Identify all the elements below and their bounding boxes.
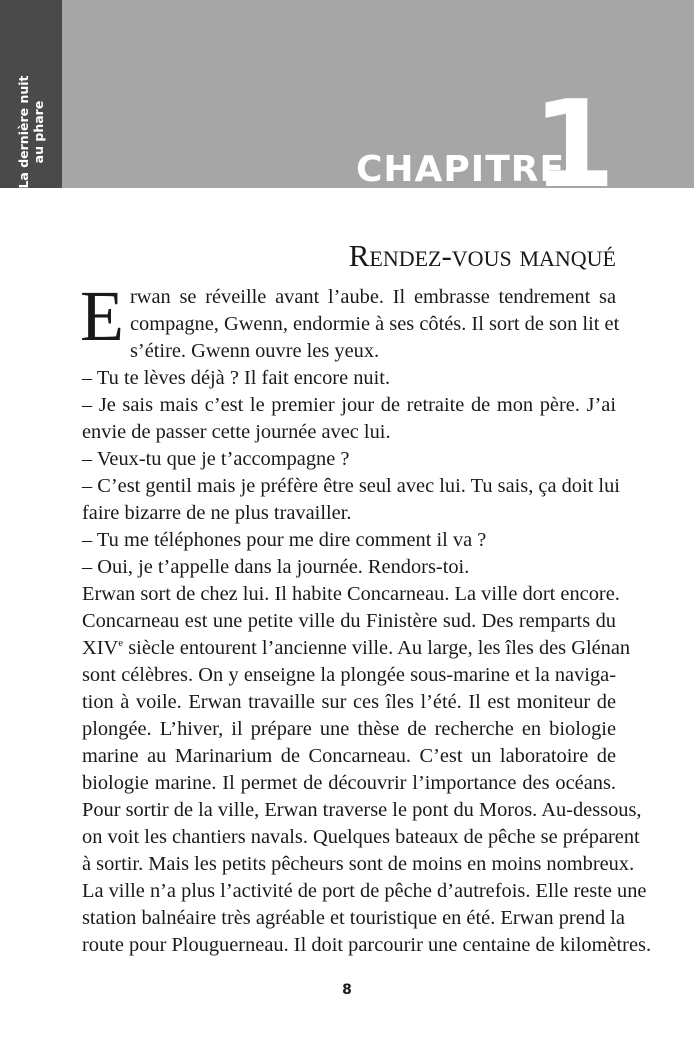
chapter-number: 1 — [532, 76, 616, 215]
text-line: plongée. L’hiver, il prépare une thèse de recherche en biologie — [82, 718, 616, 740]
book-title — [16, 72, 46, 192]
book-title-line-2: au phare — [31, 100, 46, 164]
text-line: Pour sortir de la ville, Erwan traverse le pont du Moros. Au-dessous, — [82, 799, 642, 821]
text-line: Concarneau est une petite ville du Finistère sud. Des remparts du — [82, 610, 616, 632]
book-title-tab — [0, 0, 62, 188]
text-line: sont célèbres. On y enseigne la plongée sous-marine et la naviga- — [82, 664, 616, 686]
roman-numeral: XIVe — [82, 637, 124, 659]
text-line: faire bizarre de ne plus travailler. — [82, 502, 352, 524]
text-line: on voit les chantiers navals. Quelques bateaux de pêche se préparent — [82, 826, 640, 848]
chapter-header-band — [0, 0, 694, 215]
text-line: marine au Marinarium de Concarneau. C’est un laboratoire de — [82, 745, 616, 767]
chapter-label: CHAPITRE — [356, 149, 566, 190]
text-line — [82, 635, 631, 662]
text-line: rwan se réveille avant l’aube. Il embrasse tendrement sa — [129, 286, 616, 308]
text-line: Erwan sort de chez lui. Il habite Concarneau. La ville dort encore. — [82, 583, 620, 605]
text-line-rest: siècle entourent l’ancienne ville. Au large, les îles des Glénan — [128, 637, 631, 659]
text-line: – Veux-tu que je t’accompagne ? — [82, 448, 350, 470]
text-line: à sortir. Mais les petits pêcheurs sont de moins en moins nombreux. — [82, 853, 635, 875]
text-line: tion à voile. Erwan travaille sur ces îles l’été. Il est moniteur de — [82, 691, 616, 713]
text-line: La ville n’a plus l’activité de port de pêche d’autrefois. Elle reste une — [82, 880, 647, 902]
chapter-title: Rendez-vous manqué — [348, 238, 616, 273]
superscript-e: e — [118, 637, 124, 650]
text-line: s’étire. Gwenn ouvre les yeux. — [129, 340, 380, 362]
text-line: route pour Plouguerneau. Il doit parcourir une centaine de kilomètres. — [82, 934, 652, 956]
page-number: 8 — [342, 982, 352, 998]
drop-cap: E — [80, 276, 124, 356]
text-line: – Je sais mais c’est le premier jour de retraite de mon père. J’ai — [82, 394, 616, 416]
text-line: – Tu te lèves déjà ? Il fait encore nuit. — [82, 367, 391, 389]
book-title-line-1: La dernière nuit — [16, 75, 31, 189]
text-line: – Oui, je t’appelle dans la journée. Rendors-toi. — [82, 556, 470, 578]
body-text — [80, 276, 652, 959]
text-line: biologie marine. Il permet de découvrir l’importance des océans. — [82, 772, 616, 794]
text-line: compagne, Gwenn, endormie à ses côtés. Il sort de son lit et — [129, 313, 620, 335]
text-line: envie de passer cette journée avec lui. — [82, 421, 391, 443]
text-line: – C’est gentil mais je préfère être seul avec lui. Tu sais, ça doit lui — [82, 475, 620, 497]
text-line: station balnéaire très agréable et touristique en été. Erwan prend la — [82, 907, 625, 929]
text-line: – Tu me téléphones pour me dire comment il va ? — [82, 529, 487, 551]
